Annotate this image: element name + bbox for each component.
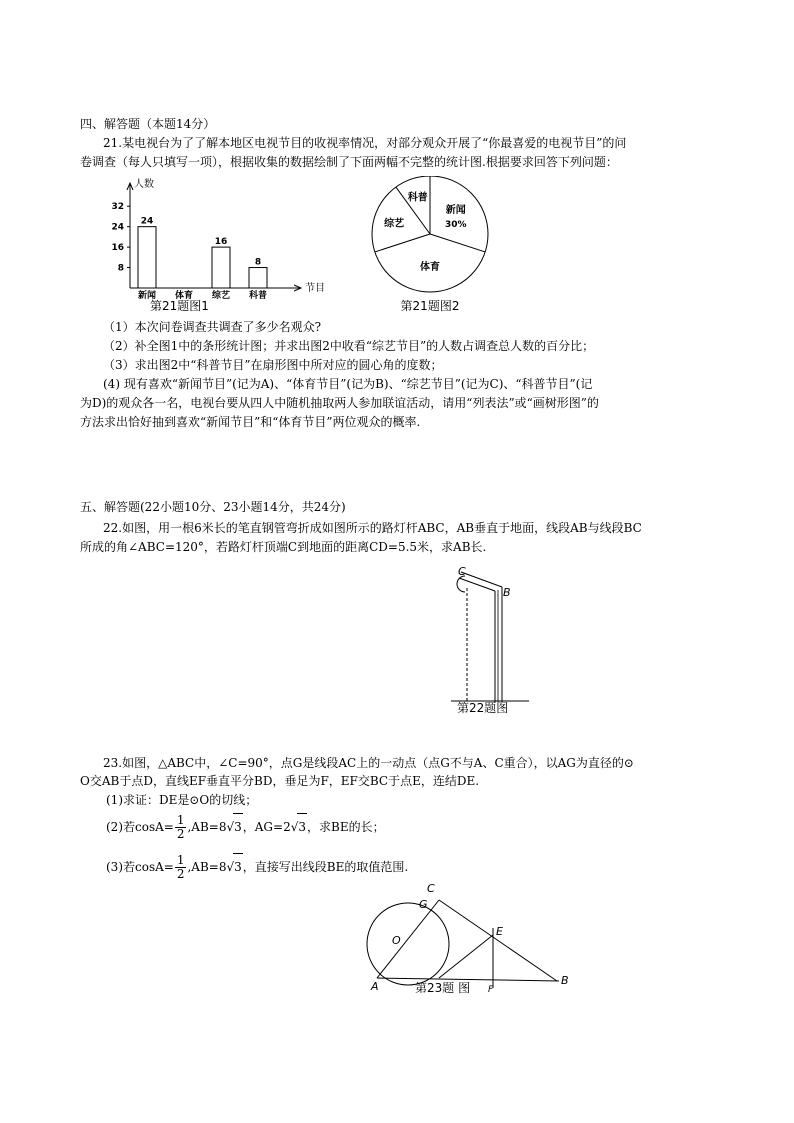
y-tick-label: 16 (111, 243, 124, 254)
bar (138, 227, 156, 288)
section4-heading: 四、解答题（本题14分） (80, 117, 216, 131)
q21-sub3: （3）求出图2中“科普节目”在扇形图中所对应的圆心角的度数； (103, 358, 443, 372)
fig23-label-a: A (371, 980, 379, 993)
q23-sub2-part-c: ，AG=2 (242, 820, 291, 834)
x-tick-label: 体育 (174, 291, 194, 301)
bar-chart (100, 172, 340, 314)
fraction-one-half: $\frac{1}{2}$ (176, 813, 185, 841)
q23-sub1: (1)求证：DE是⊙O的切线； (106, 793, 258, 807)
fig22-label-c: C (458, 565, 466, 578)
pie-percent-label: 30% (445, 220, 467, 231)
q23-sub2-part-b: ,AB=8 (187, 820, 227, 834)
sqrt-argument: 3 (233, 813, 243, 840)
q21-sub4-line2: 为D)的观众各一名，电视台要从四人中随机抽取两人参加联谊活动，请用“列表法”或“画树形图”的 (80, 396, 599, 410)
q23-sub2 (106, 813, 385, 841)
pie-slice-label: 综艺 (384, 218, 405, 230)
fig23-label-f: F (488, 985, 494, 995)
sqrt-argument: 3 (233, 853, 243, 880)
q21-sub4-line1: (4) 现有喜欢“新闻节目”(记为A)、“体育节目”(记为B)、“综艺节目”(记为C)、“科普节目”(记 (103, 377, 593, 391)
pie-slice-label: 新闻 (445, 205, 466, 217)
y-tick-label: 32 (111, 202, 124, 213)
fig23-caption: 第23题 图 (415, 981, 471, 995)
fig23-label-e: E (496, 925, 503, 938)
q22-text-line1: 22.如图，用一根6米长的笔直钢管弯折成如图所示的路灯杆ABC，AB垂直于地面，线段AB与线段BC (103, 521, 642, 535)
bar-data-label: 24 (140, 216, 154, 227)
q22-text-line2: 所成的角∠ABC=120°，若路灯杆顶端C到地面的距离CD=5.5米，求AB长. (80, 540, 487, 554)
fig22-caption: 第22题图 (457, 701, 509, 715)
q23-sub2-part-a: (2)若cosA= (106, 820, 174, 834)
q21-sub2: （2）补全图1中的条形统计图；并求出图2中收看“综艺节目”的人数占调查总人数的百分比； (103, 339, 595, 353)
q23-text-line1: 23.如图，△ABC中，∠C=90°，点G是线段AC上的一动点（点G不与A、C重合），以AG为直径的⊙ (103, 756, 634, 770)
sqrt-symbol: √ (290, 820, 299, 834)
chart-title: 第21题图1 (150, 299, 209, 313)
q23-sub3-part-a: (3)若cosA= (106, 860, 174, 874)
q23-sub3-part-c: ，直接写出线段BE的取值范围. (242, 860, 409, 874)
section5-heading: 五、解答题(22小题10分、23小题14分，共24分) (80, 500, 346, 514)
fig23-label-g: G (419, 898, 428, 911)
chart-title: 第21题图2 (400, 299, 460, 312)
sqrt-symbol: √ (226, 860, 235, 874)
q23-sub2-part-d: ，求BE的长； (307, 820, 385, 834)
pie-chart (360, 176, 500, 312)
y-tick-label: 24 (111, 222, 124, 233)
pie-slice-label: 科普 (407, 192, 428, 204)
q21-text-line2: 卷调查（每人只填写一项），根据收集的数据绘制了下面两幅不完整的统计图.根据要求回答下列问题： (80, 155, 618, 169)
x-tick-label: 综艺 (211, 291, 231, 301)
q23-sub3-part-b: ,AB=8 (187, 860, 227, 874)
sqrt-symbol: √ (226, 820, 235, 834)
fig23-label-b: B (561, 974, 569, 987)
y-tick-label: 8 (117, 263, 124, 274)
q21-text-line1: 21.某电视台为了了解本地区电视节目的收视率情况，对部分观众开展了“你最喜爱的电视节目”的问 (103, 136, 627, 150)
q21-sub4-line3: 方法求出恰好抽到喜欢“新闻节目”和“体育节目”两位观众的概率. (80, 415, 421, 429)
x-tick-label: 科普 (248, 291, 268, 301)
y-axis-label: 人数 (134, 179, 154, 190)
x-tick-label: 新闻 (137, 291, 157, 301)
fig22-label-b: B (503, 586, 511, 599)
figure-22 (445, 560, 535, 720)
q23-sub3 (106, 853, 408, 881)
pie-slice-label: 体育 (420, 261, 440, 273)
figure-23 (355, 880, 585, 1000)
bar (249, 268, 267, 288)
q23-text-line2: O交AB于点D，直线EF垂直平分BD，垂足为F，EF交BC于点E，连结DE. (80, 774, 480, 788)
bar (212, 247, 230, 288)
fraction-one-half: $\frac{1}{2}$ (176, 853, 185, 881)
x-axis-label: 节目 (305, 283, 325, 294)
bar-data-label: 8 (254, 257, 262, 268)
q21-sub1: （1）本次问卷调查共调查了多少名观众? (103, 320, 322, 334)
sqrt-argument: 3 (297, 813, 307, 840)
fig23-label-o: O (392, 934, 401, 947)
bar-data-label: 16 (214, 237, 228, 248)
fig23-label-c: C (427, 882, 435, 895)
